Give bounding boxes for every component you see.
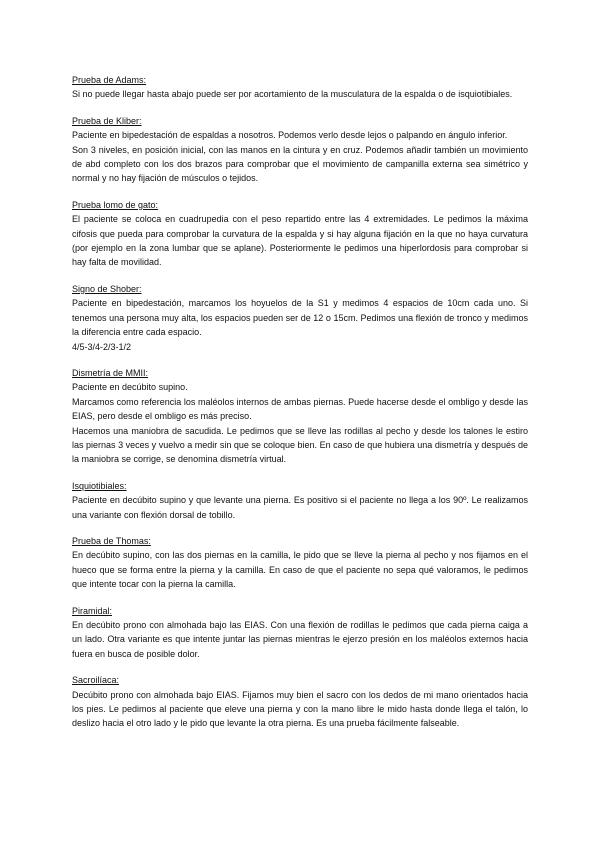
section-heading: Signo de Shober:: [72, 283, 142, 294]
section-paragraph: Decúbito prono con almohada bajo EIAS. Fijamos muy bien el sacro con los dedos de mi mano orientados hacia los pies. Le pedimos al paciente que eleve una pierna y con la mano libre le mido hasta donde llega el talón, lo deslizo hacia el otro lado y le pido que levante la otra pierna. Es una prueba fácilmente falseable.: [72, 689, 528, 729]
document-page: [72, 73, 528, 743]
section-isquiotibiales: [72, 479, 528, 522]
section-paragraph: Hacemos una maniobra de sacudida. Le pedimos que se lleve las rodillas al pecho y desde los talones le estiro las piernas 3 veces y vuelvo a medir sin que se coloque bien. En caso de que hubiera una dismetría y después de la maniobra se corrige, se denomina dismetría virtual.: [72, 425, 528, 465]
section-heading: Prueba de Adams:: [72, 75, 147, 85]
section-prueba-de-kliber: [72, 114, 528, 186]
section-paragraph: Paciente en decúbito supino.: [72, 382, 188, 393]
section-paragraph: Son 3 niveles, en posición inicial, con las manos en la cintura y en cruz. Podemos añadir también un movimiento de abd completo con los dos brazos para comprobar que el movimiento de campanilla externa sea simétrico y normal y no hay fijación de músculos o tejidos.: [72, 144, 528, 184]
section-heading: Prueba de Kliber:: [72, 115, 142, 126]
section-heading: Prueba lomo de gato:: [72, 199, 159, 210]
section-prueba-lomo-de-gato: [72, 198, 528, 270]
section-paragraph: 4/5-3/4-2/3-1/2: [72, 341, 132, 352]
section-prueba-de-thomas: [72, 534, 528, 592]
section-paragraph: En decúbito supino, con las dos piernas en la camilla, le pido que se lleve la pierna al pecho y nos fijamos en el hueco que se forma entre la pierna y la camilla. En caso de que el paciente no sepa qué valoramos, le pedimos que intente tocar con la pierna la camilla.: [72, 550, 528, 590]
section-heading: Prueba de Thomas:: [72, 535, 151, 546]
section-dismetria-de-mmii: [72, 366, 528, 467]
section-heading: Sacroilíaca:: [72, 675, 120, 686]
section-heading: Dismetría de MMII:: [72, 367, 149, 378]
section-heading: Isquiotibiales:: [72, 480, 127, 491]
section-sacroiliaca: [72, 673, 528, 731]
section-paragraph: Paciente en bipedestación de espaldas a nosotros. Podemos verlo desde lejos o palpando en ángulo inferior.: [72, 130, 508, 141]
section-heading: Piramidal:: [72, 605, 113, 616]
section-paragraph: Si no puede llegar hasta abajo puede ser por acortamiento de la musculatura de la espalda o de isquiotibiales.: [72, 89, 513, 100]
section-piramidal: [72, 604, 528, 662]
section-paragraph: Marcamos como referencia los maléolos internos de ambas piernas. Puede hacerse desde el ombligo y desde las EIAS, pero desde el ombligo es más preciso.: [72, 396, 528, 422]
section-paragraph: En decúbito prono con almohada bajo las EIAS. Con una flexión de rodillas le pedimos que cada pierna caiga a un lado. Otra variante es que intente juntar las piernas mientras le ejerzo presión en los maléolos externos hacia fuera en busca de posible dolor.: [72, 620, 528, 659]
section-prueba-de-adams: [72, 73, 528, 102]
section-paragraph: El paciente se coloca en cuadrupedia con el peso repartido entre las 4 extremidades. Le pedimos la máxima cifosis que pueda para comprobar la curvatura de la espalda y si hay alguna fijación en la que no haya curvatura (por ejemplo en la zona lumbar que se aplane). Posteriormente le pedimos una hiperlordosis para comprobar si hay falta de movilidad.: [72, 214, 528, 268]
section-signo-de-shober: [72, 282, 528, 354]
section-paragraph: Paciente en bipedestación, marcamos los hoyuelos de la S1 y medimos 4 espacios de 10cm cada uno. Si tenemos una persona muy alta, los espacios pueden ser de 12 o 15cm. Pedimos una flexión de tronco y medimos la diferencia entre cada espacio.: [72, 298, 528, 338]
section-paragraph: Paciente en decúbito supino y que levante una pierna. Es positivo si el paciente no llega a los 90º. Le realizamos una variante con flexión dorsal de tobillo.: [72, 495, 528, 520]
